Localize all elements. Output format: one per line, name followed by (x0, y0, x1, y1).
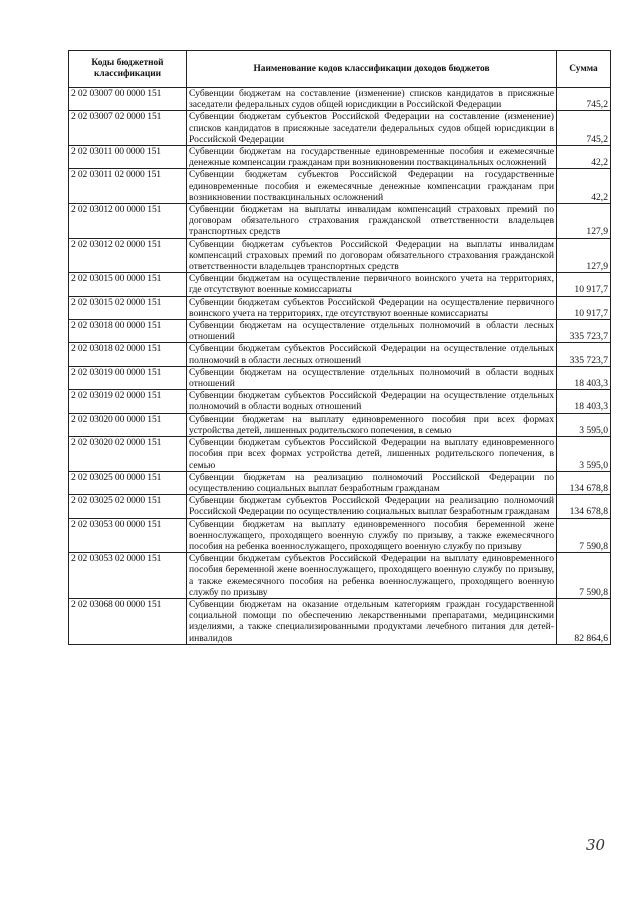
row-code: 2 02 03020 02 0000 151 (69, 437, 187, 472)
row-code: 2 02 03012 00 0000 151 (69, 204, 187, 239)
row-code: 2 02 03018 02 0000 151 (69, 343, 187, 366)
row-code: 2 02 03011 00 0000 151 (69, 146, 187, 169)
table-row (69, 320, 611, 343)
row-amount: 7 590,8 (557, 518, 611, 553)
table-row (69, 146, 611, 169)
row-code: 2 02 03018 00 0000 151 (69, 320, 187, 343)
table-row (69, 88, 611, 111)
row-name: Субвенции бюджетам на составление (изменение) списков кандидатов в присяжные заседатели федеральных судов общей юрисдикции в Российской Федерации (187, 88, 557, 111)
row-amount: 745,2 (557, 111, 611, 146)
row-code: 2 02 03068 00 0000 151 (69, 598, 187, 644)
row-amount: 127,9 (557, 238, 611, 273)
table-row (69, 495, 611, 518)
table-row (69, 437, 611, 472)
row-amount: 3 595,0 (557, 437, 611, 472)
page-number: 30 (586, 836, 606, 854)
table-header-row (69, 51, 611, 88)
row-amount: 127,9 (557, 204, 611, 239)
row-code: 2 02 03019 02 0000 151 (69, 390, 187, 413)
budget-revenue-table (68, 50, 611, 645)
row-name: Субвенции бюджетам субъектов Российской Федерации на составление (изменение) списков кандидатов в присяжные заседатели федеральных судов общей юрисдикции в Российской Федерации (187, 111, 557, 146)
table-row (69, 390, 611, 413)
row-code: 2 02 03015 02 0000 151 (69, 296, 187, 319)
row-amount: 7 590,8 (557, 553, 611, 599)
table-row (69, 413, 611, 436)
table-row (69, 169, 611, 204)
row-code: 2 02 03011 02 0000 151 (69, 169, 187, 204)
table-row (69, 471, 611, 494)
row-amount: 3 595,0 (557, 413, 611, 436)
row-code: 2 02 03053 02 0000 151 (69, 553, 187, 599)
header-code: Коды бюджетной классификации (69, 51, 187, 88)
row-name: Субвенции бюджетам субъектов Российской Федерации на осуществление первичного воинского учета на территориях, где отсутствуют военные комиссариаты (187, 296, 557, 319)
row-name: Субвенции бюджетам субъектов Российской Федерации на выплаты инвалидам компенсаций страховых премий по договорам обязательного страхования гражданской ответственности владельцев транспортных средств (187, 238, 557, 273)
row-code: 2 02 03012 02 0000 151 (69, 238, 187, 273)
header-amount: Сумма (557, 51, 611, 88)
row-amount: 42,2 (557, 169, 611, 204)
row-code: 2 02 03007 02 0000 151 (69, 111, 187, 146)
table-row (69, 518, 611, 553)
row-amount: 134 678,8 (557, 471, 611, 494)
row-code: 2 02 03019 00 0000 151 (69, 366, 187, 389)
row-code: 2 02 03007 00 0000 151 (69, 88, 187, 111)
header-name: Наименование кодов классификации доходов бюджетов (187, 51, 557, 88)
table-row (69, 296, 611, 319)
table-row (69, 553, 611, 599)
row-name: Субвенции бюджетам субъектов Российской Федерации на осуществление отдельных полномочий в области лесных отношений (187, 343, 557, 366)
row-code: 2 02 03025 02 0000 151 (69, 495, 187, 518)
row-amount: 10 917,7 (557, 273, 611, 296)
row-amount: 335 723,7 (557, 343, 611, 366)
table-row (69, 204, 611, 239)
row-amount: 18 403,3 (557, 366, 611, 389)
row-amount: 42,2 (557, 146, 611, 169)
row-code: 2 02 03020 00 0000 151 (69, 413, 187, 436)
row-name: Субвенции бюджетам субъектов Российской Федерации на государственные единовременные пособия и ежемесячные денежные компенсации гражданам при возникновении поствакцинальных осложнений (187, 169, 557, 204)
row-code: 2 02 03025 00 0000 151 (69, 471, 187, 494)
row-amount: 134 678,8 (557, 495, 611, 518)
row-amount: 745,2 (557, 88, 611, 111)
row-name: Субвенции бюджетам на реализацию полномочий Российской Федерации по осуществлению социальных выплат безработным гражданам (187, 471, 557, 494)
row-name: Субвенции бюджетам на государственные единовременные пособия и ежемесячные денежные компенсации гражданам при возникновении поствакцинальных осложнений (187, 146, 557, 169)
row-code: 2 02 03015 00 0000 151 (69, 273, 187, 296)
row-name: Субвенции бюджетам на осуществление отдельных полномочий в области водных отношений (187, 366, 557, 389)
table-row (69, 238, 611, 273)
row-amount: 10 917,7 (557, 296, 611, 319)
table-row (69, 598, 611, 644)
row-name: Субвенции бюджетам субъектов Российской Федерации на осуществление отдельных полномочий в области водных отношений (187, 390, 557, 413)
row-name: Субвенции бюджетам субъектов Российской Федерации на выплату единовременного пособия при всех формах устройства детей, лишенных родительского попечения, в семью (187, 437, 557, 472)
row-amount: 335 723,7 (557, 320, 611, 343)
row-name: Субвенции бюджетам на осуществление отдельных полномочий в области лесных отношений (187, 320, 557, 343)
table-row (69, 111, 611, 146)
row-name: Субвенции бюджетам на выплату единовременного пособия при всех формах устройства детей, лишенных родительского попечения, в семью (187, 413, 557, 436)
row-amount: 82 864,6 (557, 598, 611, 644)
row-name: Субвенции бюджетам субъектов Российской Федерации на выплату единовременного пособия беременной жене военнослужащего, проходящего военную службу по призыву, а также ежемесячного пособия на ребенка военнослужащего, проходящего военную службу по призыву (187, 553, 557, 599)
table-row (69, 343, 611, 366)
table-row (69, 273, 611, 296)
row-name: Субвенции бюджетам на оказание отдельным категориям граждан государственной социальной помощи по обеспечению лекарственными препаратами, медицинскими изделиями, а также специализированными продуктами лечебного питания для детей-инвалидов (187, 598, 557, 644)
row-code: 2 02 03053 00 0000 151 (69, 518, 187, 553)
row-name: Субвенции бюджетам субъектов Российской Федерации на реализацию полномочий Российской Федерации по осуществлению социальных выплат безработным гражданам (187, 495, 557, 518)
table-row (69, 366, 611, 389)
row-name: Субвенции бюджетам на осуществление первичного воинского учета на территориях, где отсутствуют военные комиссариаты (187, 273, 557, 296)
row-name: Субвенции бюджетам на выплаты инвалидам компенсаций страховых премий по договорам обязательного страхования гражданской ответственности владельцев транспортных средств (187, 204, 557, 239)
row-name: Субвенции бюджетам на выплату единовременного пособия беременной жене военнослужащего, проходящего военную службу по призыву, а также ежемесячного пособия на ребенка военнослужащего, проходящего военную службу по призыву (187, 518, 557, 553)
row-amount: 18 403,3 (557, 390, 611, 413)
